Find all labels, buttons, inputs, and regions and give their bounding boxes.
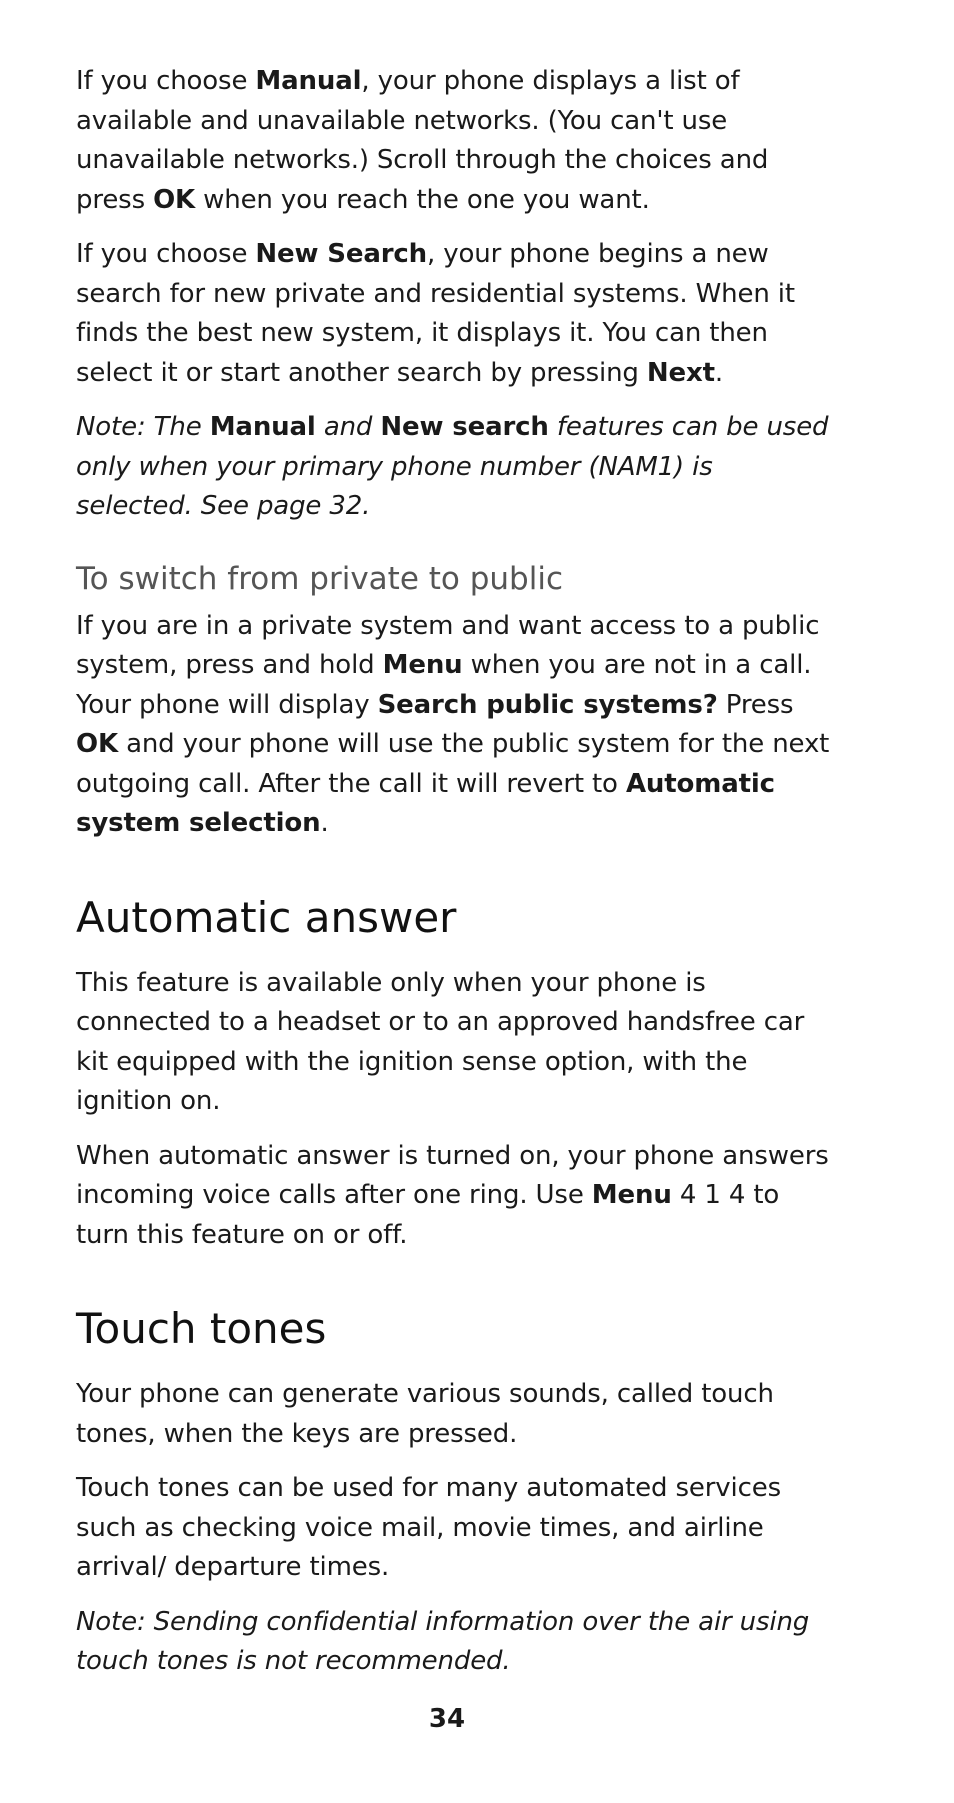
term-ok: OK <box>76 729 118 759</box>
term-ok: OK <box>153 184 196 215</box>
text: If you choose <box>76 66 256 96</box>
heading-touch-tones: Touch tones <box>76 1304 327 1353</box>
text: , your phone begins a new search for new private and residential systems. When it finds the best new system, it displays it. You can then select it or start another search by pressing <box>76 239 795 388</box>
note-touch-tones: Note: Sending confidential information over the air using touch tones is not recommended. <box>76 1606 810 1676</box>
text: If you choose <box>76 239 256 269</box>
paragraph-automatic-answer-usage <box>76 1137 836 1256</box>
text: features can be used only when your primary phone number (NAM1) is selected. See page 32. <box>76 412 829 521</box>
term-new-search: New Search <box>255 239 428 269</box>
text: Press <box>717 689 794 720</box>
term-new-search: New search <box>380 412 549 442</box>
term-menu: Menu <box>591 1180 672 1210</box>
paragraph-switch-private-public <box>76 607 836 844</box>
term-menu: Menu <box>382 650 463 680</box>
term-manual: Manual <box>209 412 316 442</box>
heading-automatic-answer: Automatic answer <box>76 892 457 942</box>
paragraph-automatic-answer-availability: This feature is available only when your phone is connected to a headset or to an approved handsfree car kit equipped with the ignition sense option, with the ignition on. <box>76 967 805 1116</box>
text: , your phone displays a list of available and unavailable networks. (You can't use unavailable networks.) Scroll through the choices and press <box>76 66 769 215</box>
text: when you are not in a call. Your phone will display <box>76 650 812 720</box>
paragraph-manual <box>76 62 836 220</box>
term-search-public-systems: Search public systems? <box>377 689 718 720</box>
text: . <box>714 357 724 388</box>
text: If you are in a private system and want access to a public system, press and hold <box>76 610 820 680</box>
paragraph-new-search <box>76 235 836 393</box>
document-page <box>76 62 836 1697</box>
paragraph-touch-tones-usage: Touch tones can be used for many automated services such as checking voice mail, movie times, and airline arrival/ departure times. <box>76 1473 781 1582</box>
term-manual: Manual <box>255 66 362 96</box>
text: . <box>320 808 329 838</box>
subheading-switch-private-public: To switch from private to public <box>76 560 564 597</box>
paragraph-touch-tones-intro: Your phone can generate various sounds, called touch tones, when the keys are pressed. <box>76 1379 774 1449</box>
text: When automatic answer is turned on, your phone answers incoming voice calls after one ring. Use <box>76 1140 829 1210</box>
text: Note: The <box>76 412 210 442</box>
text: and <box>315 412 381 442</box>
term-automatic-system-selection: Automatic system selection <box>76 768 775 838</box>
term-next: Next <box>646 357 715 388</box>
note-manual-new-search <box>76 408 836 527</box>
text: 4 1 4 to turn this feature on or off. <box>76 1180 780 1250</box>
page-number: 34 <box>428 1704 466 1734</box>
text: when you reach the one you want. <box>195 184 650 215</box>
text: and your phone will use the public system for the next outgoing call. After the call it will revert to <box>76 729 830 799</box>
